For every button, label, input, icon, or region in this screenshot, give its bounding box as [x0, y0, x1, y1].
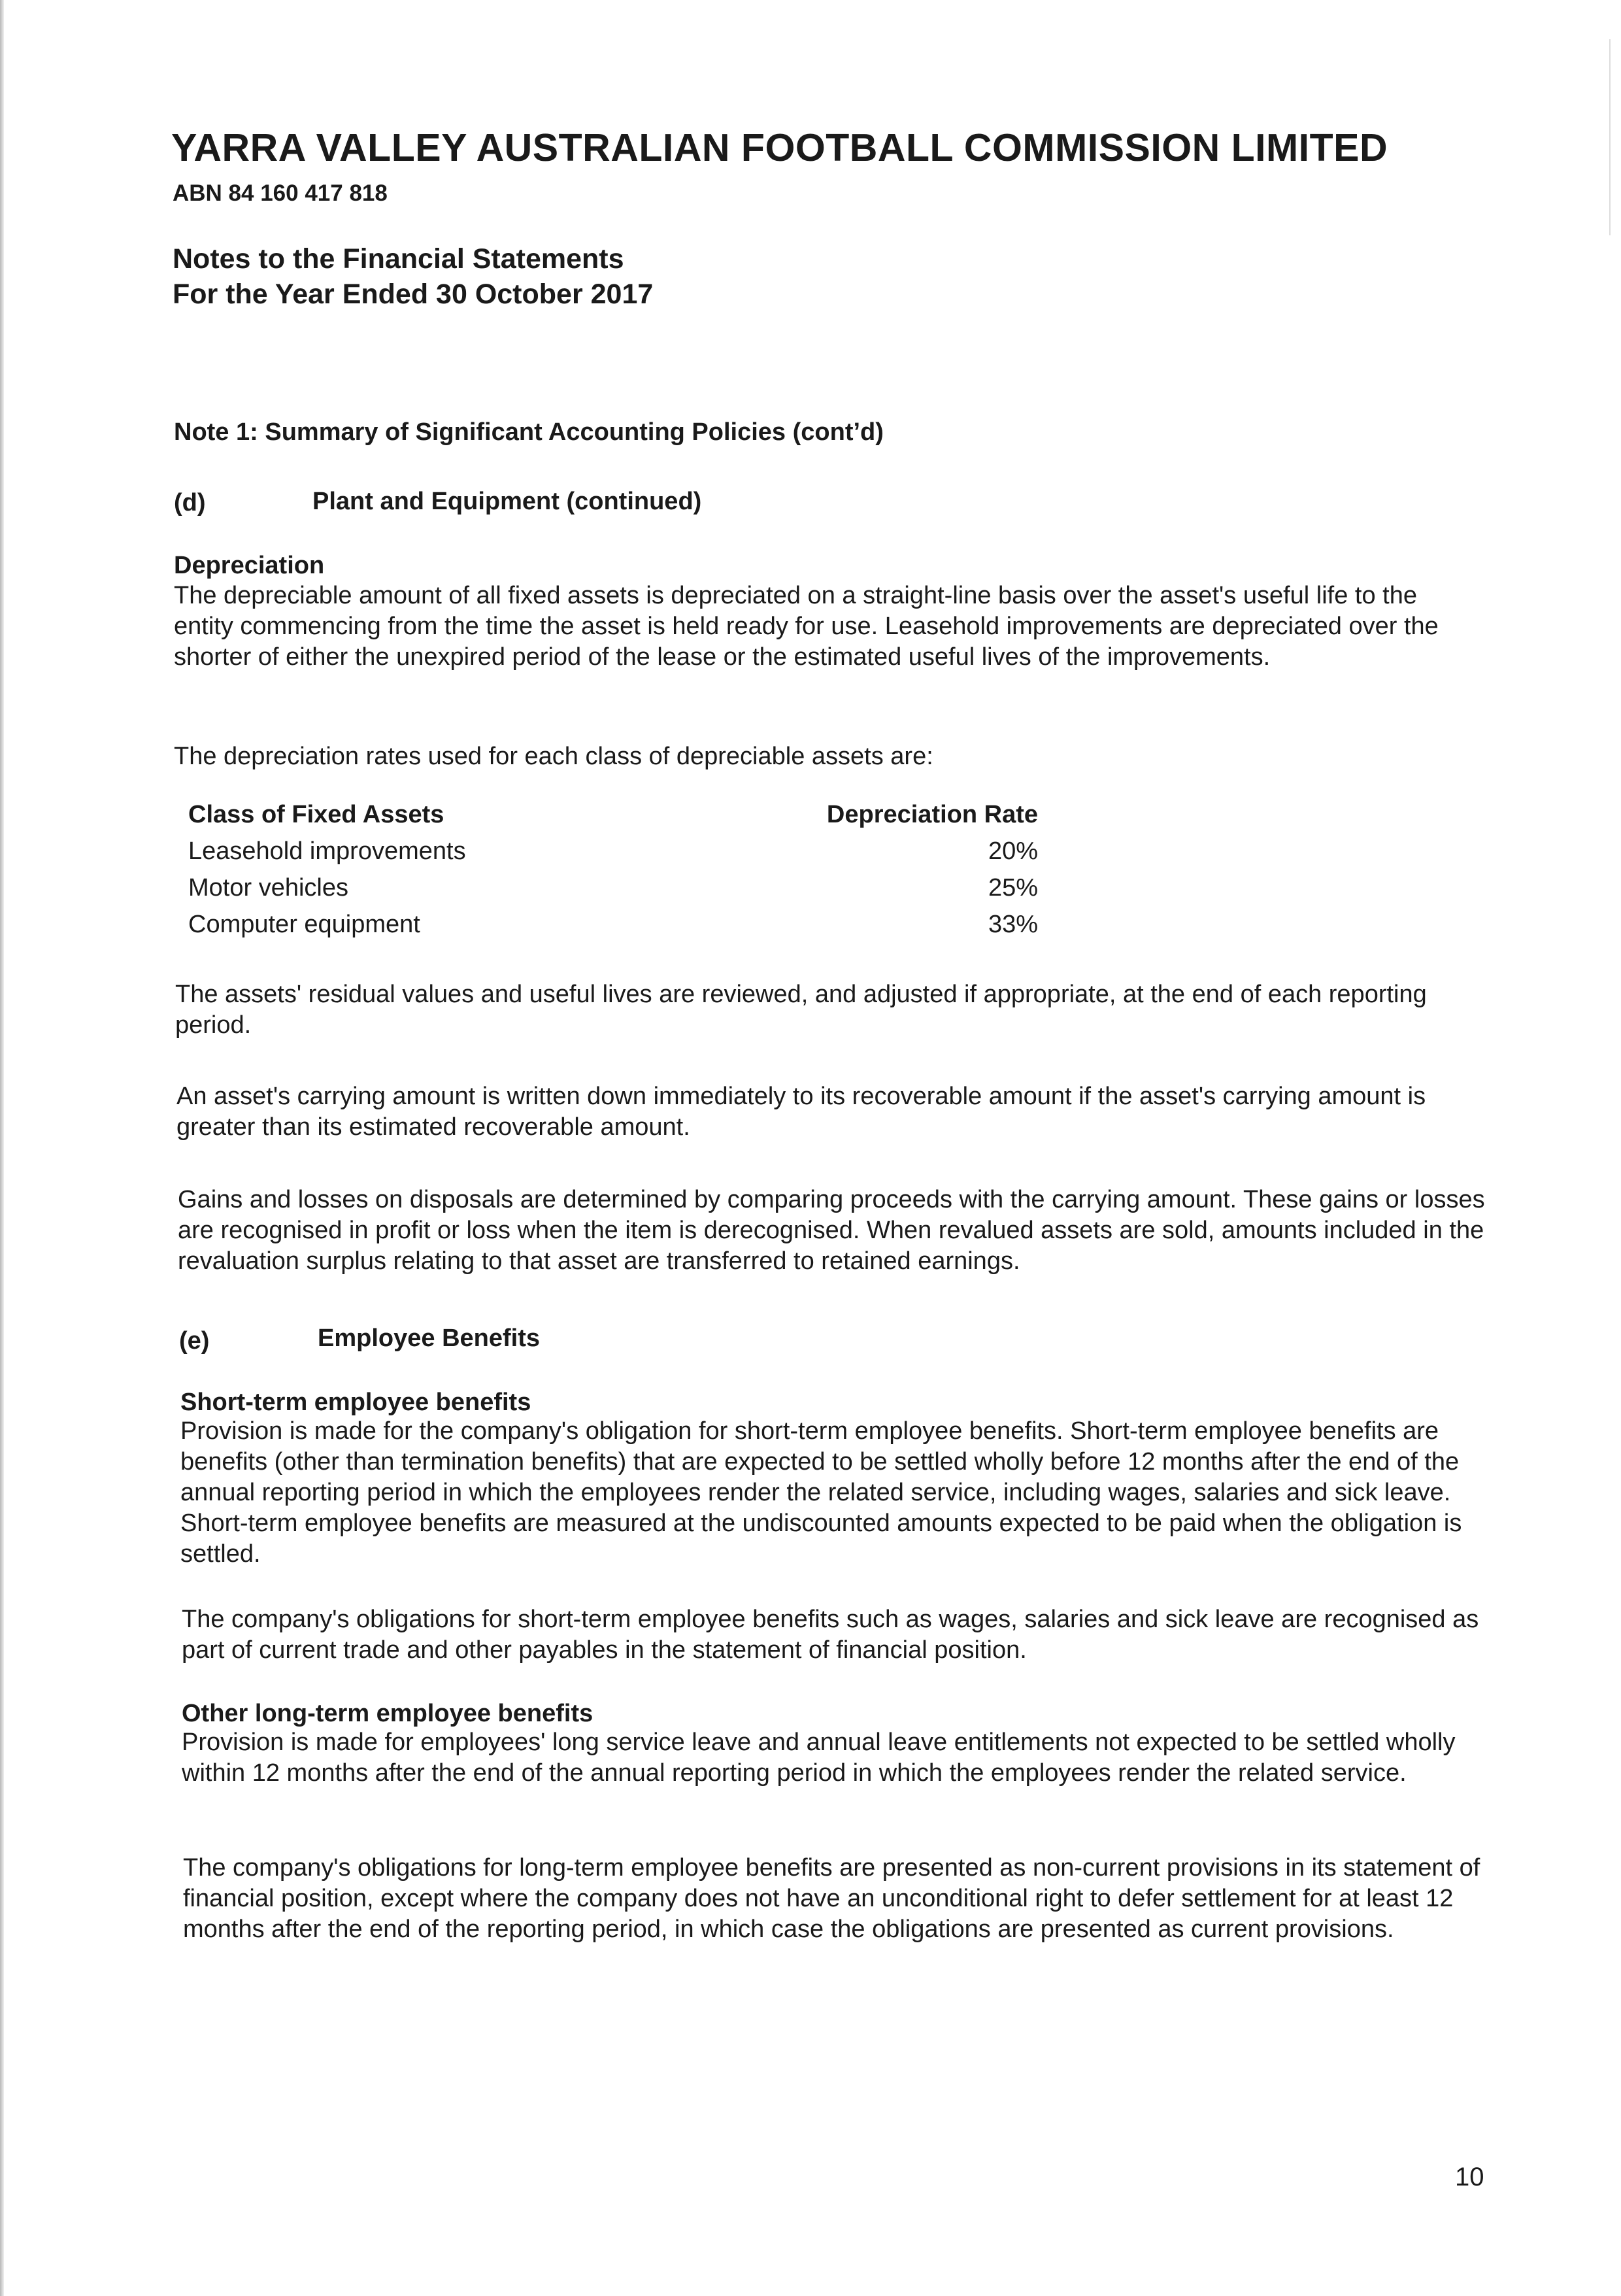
depreciation-rate-cell: 20% — [988, 837, 1038, 865]
table-row — [188, 833, 1038, 869]
long-term-benefits-paragraph: Provision is made for employees' long service leave and annual leave entitlements not expected to be settled wholly within 12 months after the end of the annual reporting period in which the employees render the related service. — [182, 1729, 1456, 1787]
scan-page-edge-right — [1609, 39, 1611, 235]
section-e-title: Employee Benefits — [318, 1325, 540, 1352]
scan-page-edge — [0, 0, 4, 2296]
depreciation-rates-intro: The depreciation rates used for each class of depreciable assets are: — [174, 743, 933, 770]
asset-class-cell: Leasehold improvements — [188, 837, 466, 865]
table-row — [188, 906, 1038, 943]
depreciation-rate-cell: 33% — [988, 910, 1038, 938]
table-row — [188, 869, 1038, 906]
depreciation-heading: Depreciation — [174, 552, 325, 579]
short-term-benefits-paragraph: Provision is made for the company's obligation for short-term employee benefits. Short-term employee benefits are benefits (other than termination benefits) that are expected to be settled wholly before 12 months after the end of the annual reporting period in which the employees render the related service, including wages, salaries and sick leave. Short-term employee benefits are measured at the undiscounted amounts expected to be paid when the obligation is settled. — [180, 1417, 1462, 1568]
asset-class-cell: Motor vehicles — [188, 873, 348, 902]
document-period: For the Year Ended 30 October 2017 — [173, 279, 654, 310]
table-header-row — [188, 796, 1038, 833]
asset-class-cell: Computer equipment — [188, 910, 420, 938]
residual-values-paragraph: The assets' residual values and useful lives are reviewed, and adjusted if appropriate, at the end of each reporting period. — [175, 981, 1427, 1039]
long-term-benefits-heading: Other long-term employee benefits — [182, 1700, 593, 1727]
depreciation-paragraph: The depreciable amount of all fixed assets is depreciated on a straight-line basis over the asset's useful life to the entity commencing from the time the asset is held ready for use. Leasehold improvements are depreciated over the shorter of either the unexpired period of the lease or the estimated useful lives of the improvements. — [174, 582, 1439, 671]
company-name: YARRA VALLEY AUSTRALIAN FOOTBALL COMMISSION LIMITED — [171, 126, 1388, 169]
abn: ABN 84 160 417 818 — [173, 180, 388, 206]
depreciation-rates-table — [188, 796, 1038, 943]
note-heading: Note 1: Summary of Significant Accounting Policies (cont’d) — [174, 418, 884, 446]
long-term-obligations-paragraph: The company's obligations for long-term employee benefits are presented as non-current provisions in its statement of financial position, except where the company does not have an unconditional right to defer settlement for at least 12 months after the end of the reporting period, in which case the obligations are presented as current provisions. — [183, 1854, 1480, 1943]
document-title: Notes to the Financial Statements — [173, 243, 624, 275]
column-header-rate: Depreciation Rate — [826, 800, 1038, 828]
section-e-letter: (e) — [179, 1327, 210, 1355]
section-d-title: Plant and Equipment (continued) — [312, 488, 702, 515]
column-header-class: Class of Fixed Assets — [188, 800, 444, 828]
section-d-letter: (d) — [174, 489, 206, 516]
depreciation-rate-cell: 25% — [988, 873, 1038, 902]
short-term-obligations-paragraph: The company's obligations for short-term employee benefits such as wages, salaries and sick leave are recognised as part of current trade and other payables in the statement of financial position. — [182, 1606, 1479, 1664]
carrying-amount-paragraph: An asset's carrying amount is written down immediately to its recoverable amount if the asset's carrying amount is greater than its estimated recoverable amount. — [176, 1083, 1426, 1141]
short-term-benefits-heading: Short-term employee benefits — [180, 1389, 531, 1416]
disposals-paragraph: Gains and losses on disposals are determined by comparing proceeds with the carrying amount. These gains or losses are recognised in profit or loss when the item is derecognised. When revalued assets are sold, amounts included in the revaluation surplus relating to that asset are transferred to retained earnings. — [178, 1186, 1485, 1275]
page-number: 10 — [1455, 2163, 1484, 2191]
